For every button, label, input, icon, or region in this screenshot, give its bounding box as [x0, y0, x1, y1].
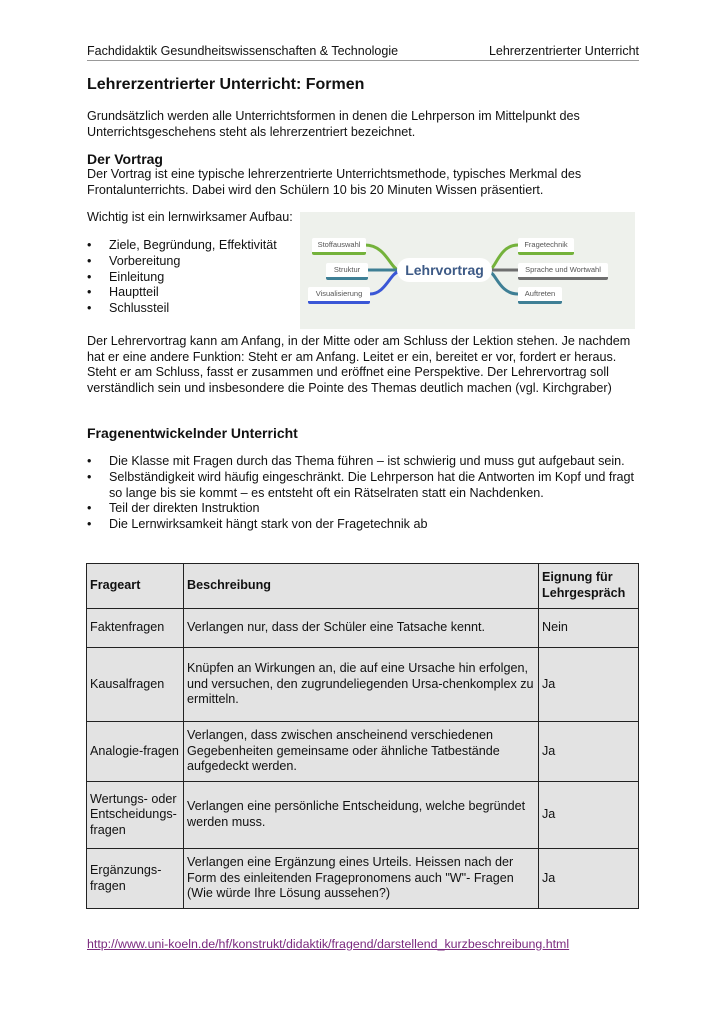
- table-cell: Verlangen nur, dass der Schüler eine Tatsache kennt.: [184, 609, 539, 648]
- list-item: • Die Klasse mit Fragen durch das Thema führen – ist schwierig und muss gut aufgebaut sein.: [87, 454, 625, 468]
- source-link[interactable]: http://www.uni-koeln.de/hf/konstrukt/didaktik/fragend/darstellend_kurzbeschreibung.html: [87, 937, 570, 951]
- table-cell: Ja: [539, 722, 639, 782]
- mindmap-node-struktur: Struktur: [326, 263, 368, 280]
- table-row: [87, 849, 639, 909]
- table-cell: Kausalfragen: [87, 648, 184, 722]
- heading-fragen: Fragenentwickelnder Unterricht: [87, 425, 298, 441]
- table-header-cell: Beschreibung: [184, 564, 539, 609]
- table-cell: Knüpfen an Wirkungen an, die auf eine Ursache hin erfolgen, und versuchen, den zugrundeliegenden Ursa-chenkomplex zu ermitteln.: [184, 648, 539, 722]
- fragen-list: [87, 454, 639, 533]
- table-row: [87, 722, 639, 782]
- table-cell: Verlangen eine persönliche Entscheidung, welche begründet werden muss.: [184, 782, 539, 849]
- table-cell: Ergänzungs-fragen: [87, 849, 184, 909]
- table-cell: Wertungs- oder Entscheidungs-fragen: [87, 782, 184, 849]
- table-cell: Ja: [539, 782, 639, 849]
- list-item: • Einleitung: [87, 269, 165, 284]
- table-cell: Faktenfragen: [87, 609, 184, 648]
- header-rule: [87, 60, 639, 61]
- table-row: [87, 609, 639, 648]
- heading-vortrag: Der Vortrag: [87, 151, 163, 167]
- mindmap-node-fragetechnik: Fragetechnik: [518, 238, 574, 255]
- table-cell: Ja: [539, 849, 639, 909]
- table-row: [87, 648, 639, 722]
- table-cell: Verlangen, dass zwischen anscheinend verschiedenen Gegebenheiten gemeinsame oder ähnliche Tatbestände aufgedeckt werden.: [184, 722, 539, 782]
- list-item: • Teil der direkten Instruktion: [87, 501, 260, 516]
- fragearten-table: [86, 563, 639, 909]
- mindmap-node-visualisierung: Visualisierung: [308, 287, 370, 304]
- list-item: • Vorbereitung: [87, 253, 181, 268]
- aufbau-intro: Wichtig ist ein lernwirksamer Aufbau:: [87, 210, 293, 224]
- vortrag-paragraph: Der Vortrag ist eine typische lehrerzentrierte Unterrichtsmethode, typisches Merkmal des Frontalunterrichts. Dabei wird den Schülern 10 bis 20 Minuten Wissen präsentiert.: [87, 167, 582, 197]
- aufbau-list: [87, 238, 302, 317]
- table-header-row: [87, 564, 639, 609]
- mindmap-node-stoffauswahl: Stoffauswahl: [312, 238, 366, 255]
- page-header: [87, 44, 639, 58]
- table-cell: Ja: [539, 648, 639, 722]
- table-cell: Analogie-fragen: [87, 722, 184, 782]
- table-cell: Verlangen eine Ergänzung eines Urteils. Heissen nach der Form des einleitenden Fragepronomens auch "W"- Fragen (Wie würde Ihre Lösung aussehen?): [184, 849, 539, 909]
- vortrag-after-paragraph: Der Lehrervortrag kann am Anfang, in der Mitte oder am Schluss der Lektion stehen. Je nachdem hat er eine andere Funktion: Steht er am Anfang. Leitet er ein, bereitet er vor, fordert er heraus. Steht er am Schluss, fasst er zusammen und eröffnet eine Perspektive. Der Lehrervortrag soll verständlich sein und insbesondere die Pointe des Themas deutlich machen (vgl. Kirchgraber): [87, 334, 631, 395]
- table-row: [87, 782, 639, 849]
- header-right: Lehrerzentrierter Unterricht: [488, 44, 639, 58]
- mindmap-node-sprache: Sprache und Wortwahl: [518, 263, 608, 280]
- table-header-cell: Frageart: [87, 564, 184, 609]
- list-item: • Hauptteil: [87, 285, 159, 300]
- list-item: • Schlussteil: [87, 301, 170, 316]
- table-header-cell: Eignung für Lehrgespräch: [539, 564, 639, 609]
- header-left: Fachdidaktik Gesundheitswissenschaften & Technologie: [87, 44, 399, 58]
- list-item: • Ziele, Begründung, Effektivität: [87, 238, 277, 252]
- list-item: • Die Lernwirksamkeit hängt stark von der Fragetechnik ab: [87, 517, 428, 532]
- page-title: Lehrerzentrierter Unterricht: Formen: [87, 76, 365, 93]
- list-item: • Selbständigkeit wird häufig eingeschränkt. Die Lehrperson hat die Antworten im Kopf und fragt so lange bis sie kommt – es entsteht oft ein Rätselraten statt ein Nachdenken.: [87, 469, 635, 500]
- mindmap-center: Lehrvortrag: [397, 258, 492, 282]
- table-cell: Nein: [539, 609, 639, 648]
- intro-paragraph: Grundsätzlich werden alle Unterrichtsformen in denen die Lehrperson im Mittelpunkt des Unterrichtsgeschehens steht als lehrerzentriert bezeichnet.: [87, 109, 580, 139]
- mindmap-lehrvortrag: [300, 212, 635, 329]
- mindmap-node-auftreten: Auftreten: [518, 287, 562, 304]
